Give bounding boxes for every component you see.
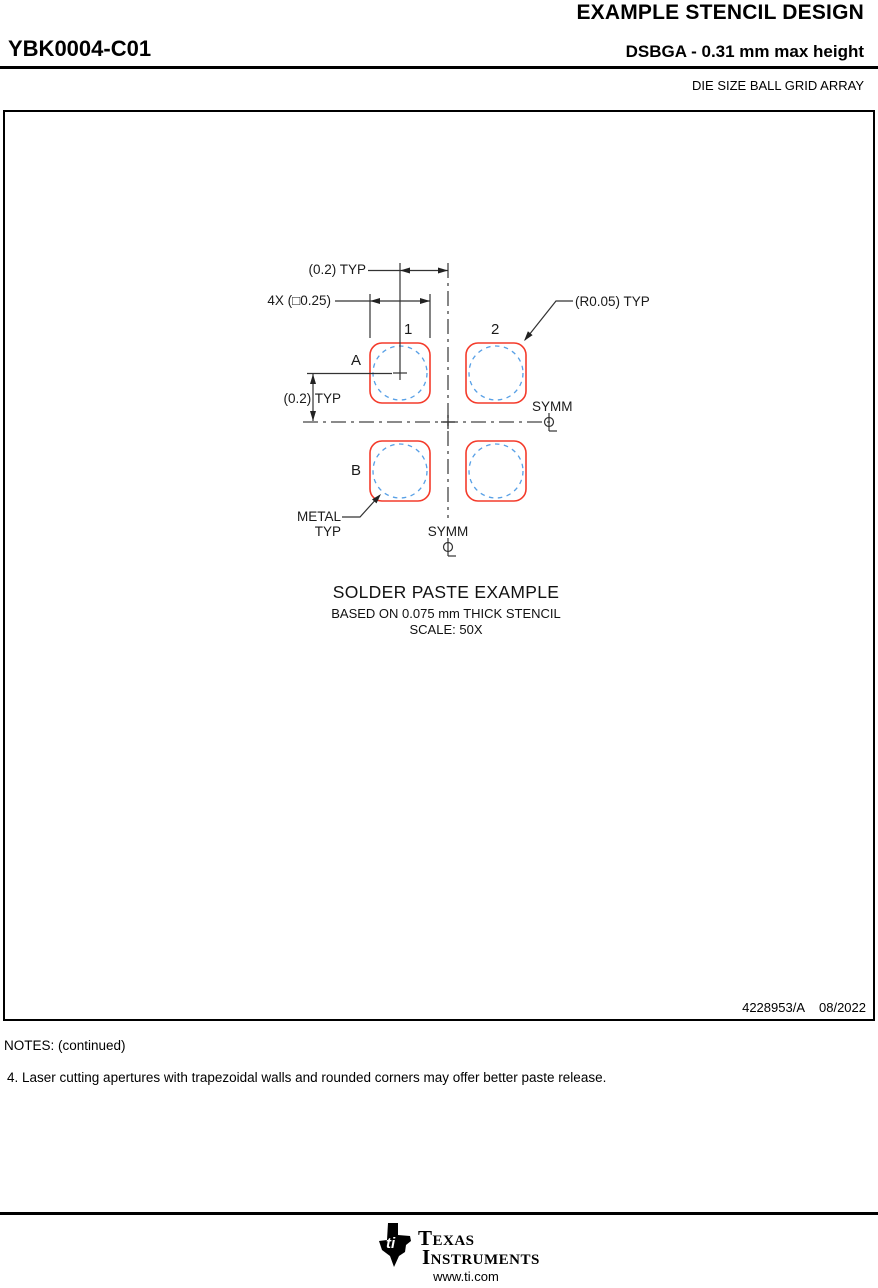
centerline-symbol-bottom-icon xyxy=(444,538,457,556)
ti-website-link[interactable]: www.ti.com xyxy=(433,1269,499,1284)
row-label-b: B xyxy=(351,462,362,479)
ball-B2 xyxy=(469,444,523,498)
metal-typ-label xyxy=(297,509,341,539)
aperture-B1 xyxy=(370,441,430,501)
package-family: DIE SIZE BALL GRID ARRAY xyxy=(692,78,864,93)
aperture-A2 xyxy=(466,343,526,403)
texas-state-icon xyxy=(378,1222,412,1268)
metal-label-line1: METAL xyxy=(296,509,341,524)
dim-top-label: (0.2) TYP xyxy=(308,262,366,277)
svg-text:ti: ti xyxy=(386,1235,396,1252)
centerline-intersection-cross xyxy=(441,415,455,429)
metal-label-line2: TYP xyxy=(314,524,341,539)
doc-number-value: 4228953/A xyxy=(742,1000,805,1015)
package-description: DSBGA - 0.31 mm max height xyxy=(625,42,864,61)
dim-left-arrow-up xyxy=(310,374,316,384)
dim-pad-lines xyxy=(335,294,430,338)
aperture-B2 xyxy=(466,441,526,501)
dim-top-arrow-left xyxy=(400,268,410,274)
document-number xyxy=(742,1000,866,1015)
pad-center-cross xyxy=(393,366,407,380)
footer-rule xyxy=(0,1212,878,1215)
dim-pad-arrow-left xyxy=(370,298,380,304)
radius-label: (R0.05) TYP xyxy=(575,294,650,309)
figure-caption xyxy=(246,582,646,637)
row-label-a: A xyxy=(351,352,362,369)
doc-date-value: 08/2022 xyxy=(819,1000,866,1015)
centerline-symbol-right-icon xyxy=(545,413,558,431)
symm-bottom-label: SYMM xyxy=(427,524,469,539)
note-4: 4. Laser cutting apertures with trapezoidal walls and rounded corners may offer better paste release. xyxy=(7,1070,607,1085)
dim-top-arrow-right xyxy=(438,268,448,274)
column-label-2: 2 xyxy=(491,321,500,338)
ti-wordmark xyxy=(418,1228,540,1268)
part-number: YBK0004-C01 xyxy=(8,36,152,61)
caption-stencil-note: BASED ON 0.075 mm THICK STENCIL xyxy=(331,606,561,621)
dim-left-label: (0.2) TYP xyxy=(283,391,341,406)
ball-A2 xyxy=(469,346,523,400)
caption-title: SOLDER PASTE EXAMPLE xyxy=(332,582,560,602)
ball-B1 xyxy=(373,444,427,498)
dim-pad-arrow-right xyxy=(420,298,430,304)
page-title: EXAMPLE STENCIL DESIGN xyxy=(576,1,864,24)
ti-wordmark-line1: Texas xyxy=(418,1226,475,1250)
dim-left-arrow-down xyxy=(310,411,316,421)
dim-top-lines xyxy=(368,263,448,366)
dim-pad-label: 4X (□0.25) xyxy=(267,293,331,308)
radius-leader-line xyxy=(525,301,573,340)
ti-wordmark-line2: Instruments xyxy=(422,1245,540,1269)
symm-right-label: SYMM xyxy=(532,399,573,414)
column-label-1: 1 xyxy=(404,321,413,338)
caption-scale: SCALE: 50X xyxy=(409,622,483,637)
ti-logo-block xyxy=(378,1222,568,1284)
notes-heading: NOTES: (continued) xyxy=(4,1038,126,1053)
